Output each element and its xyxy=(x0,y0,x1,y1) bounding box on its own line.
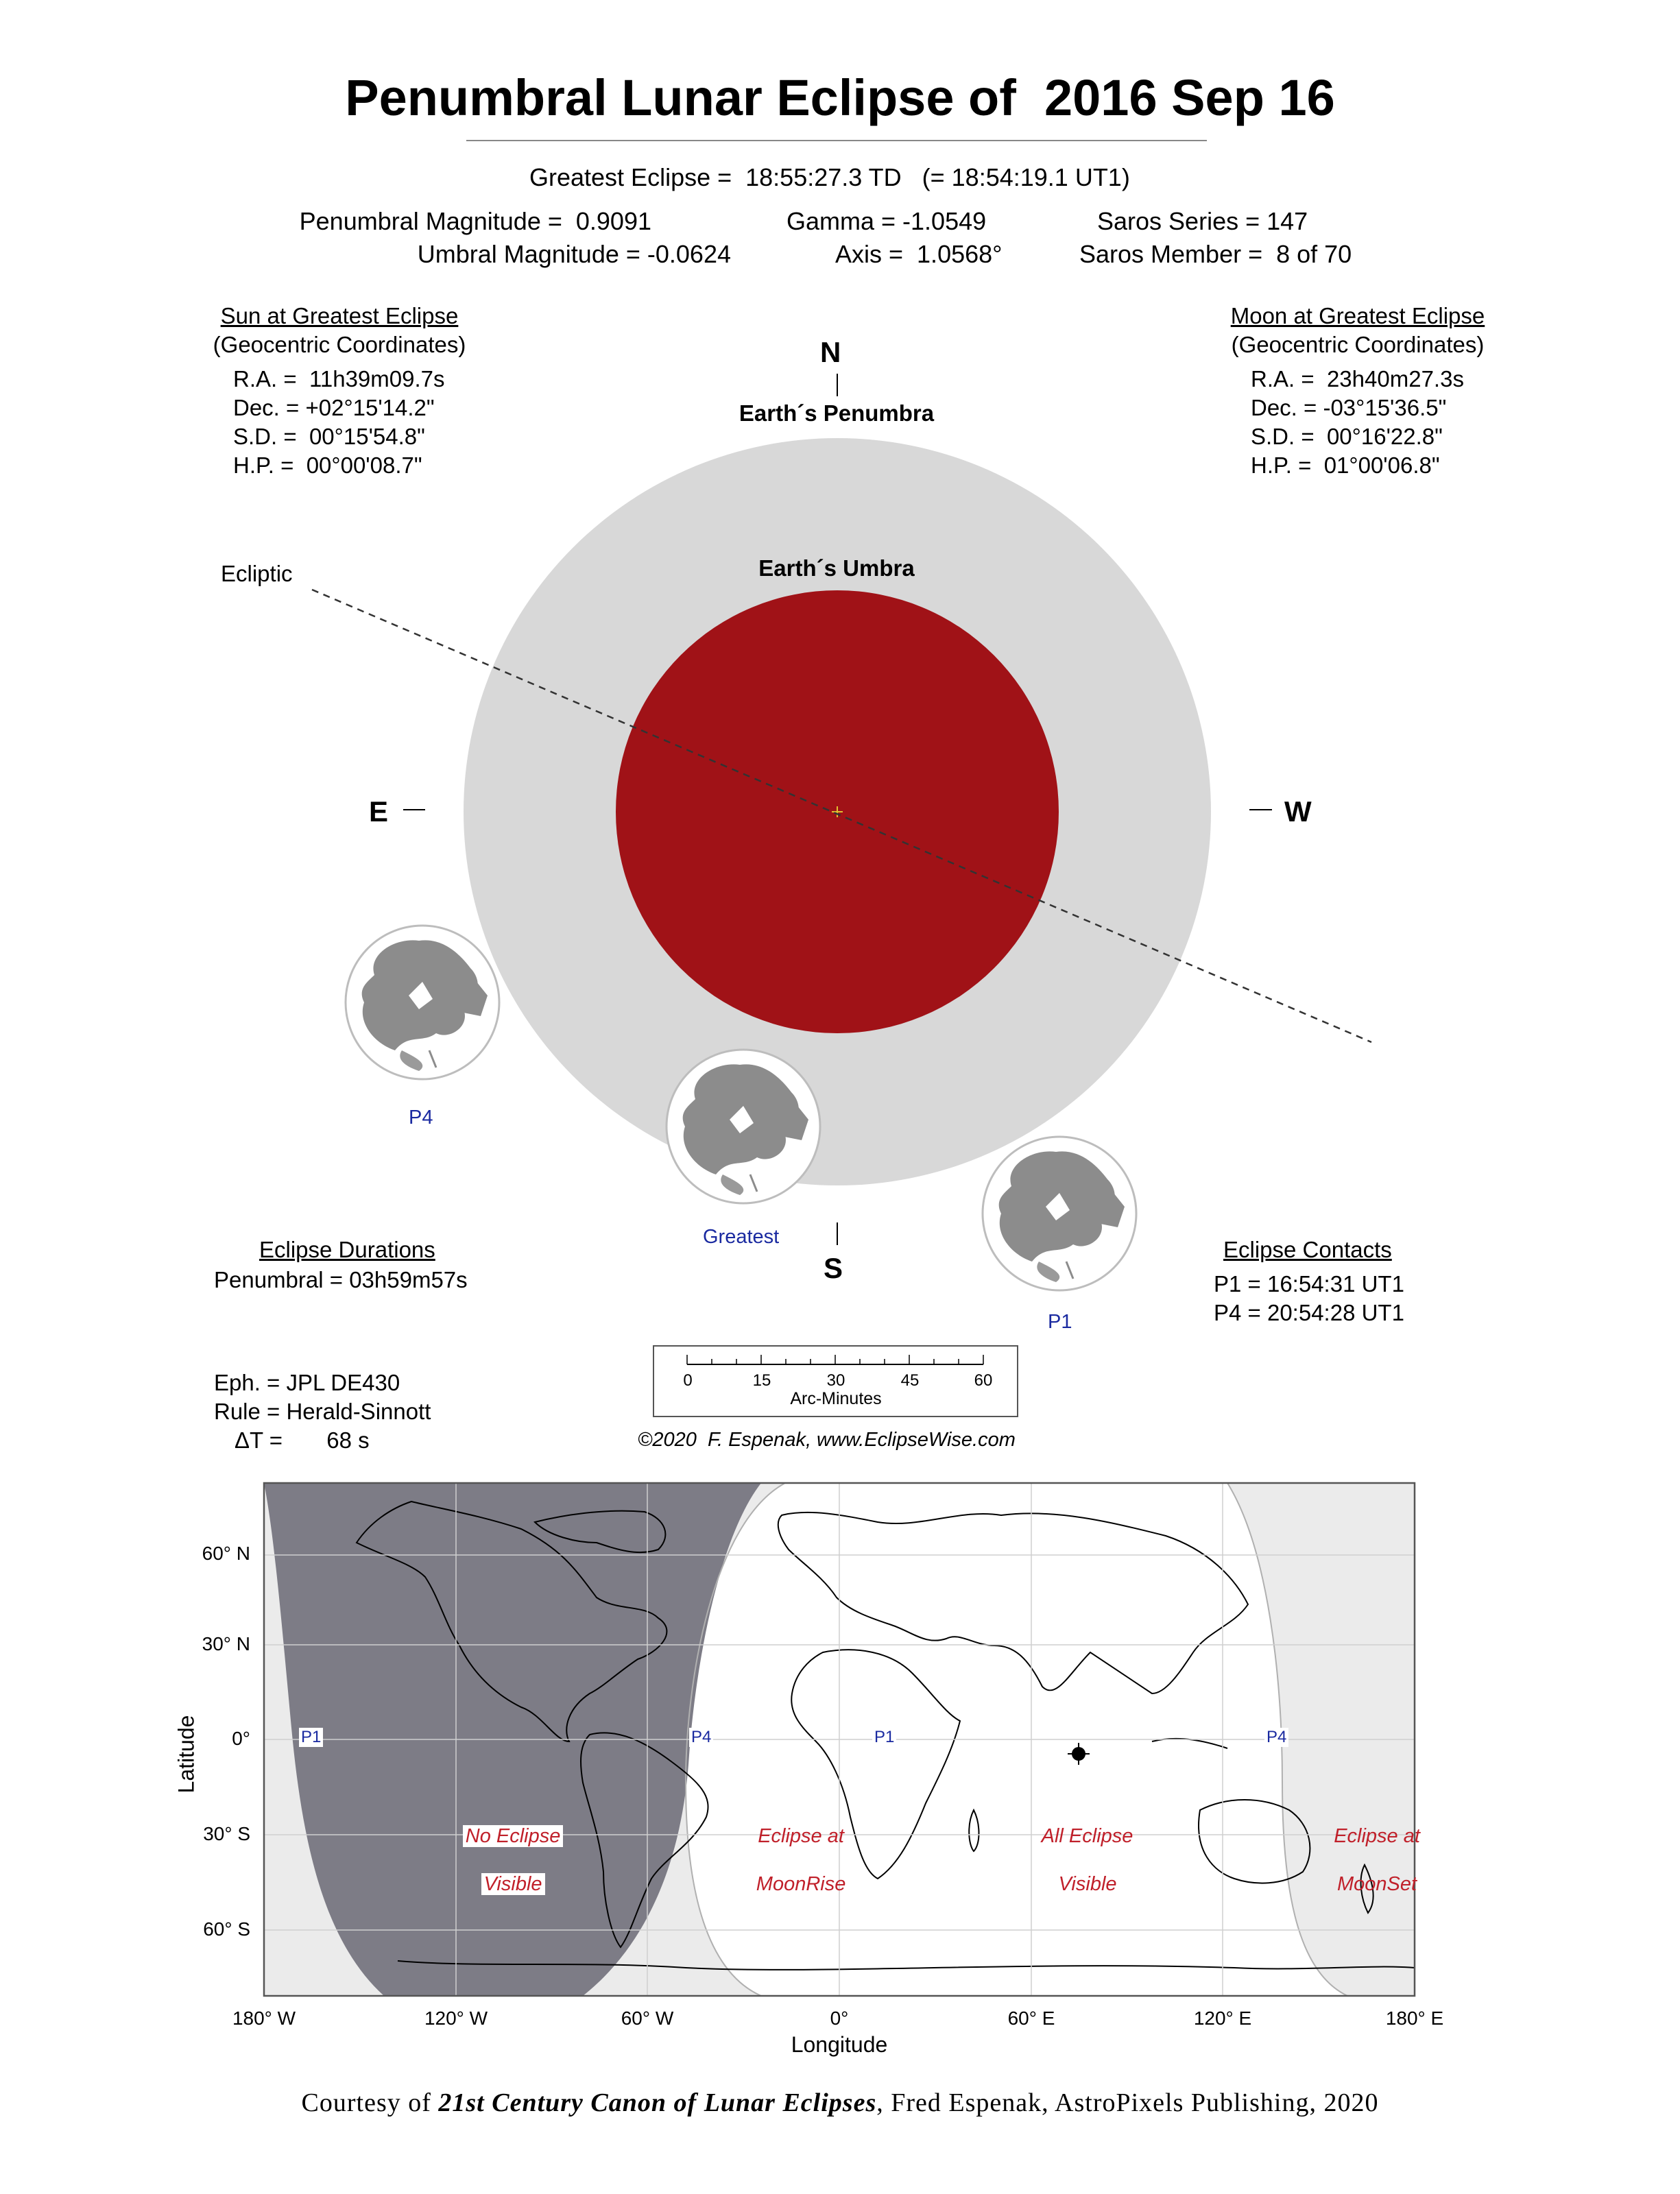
sun-heading: Sun at Greatest Eclipse xyxy=(220,303,459,328)
saros-series: Saros Series = 147 xyxy=(1097,207,1308,235)
map-p4-east-label: P4 xyxy=(1264,1728,1288,1747)
page-title: Penumbral Lunar Eclipse of 2016 Sep 16 xyxy=(345,69,1335,126)
durations-heading: Eclipse Durations xyxy=(259,1237,435,1262)
footer-credit: Courtesy of 21st Century Canon of Lunar Eclipses, Fred Espenak, AstroPixels Publishing, 2020 xyxy=(301,2088,1379,2117)
ecliptic-label: Ecliptic xyxy=(221,561,293,586)
penumbral-magnitude: Penumbral Magnitude = 0.9091 xyxy=(299,207,651,235)
moon-ra: R.A. = 23h40m27.3s xyxy=(1251,366,1464,391)
map-p1-east-label: P1 xyxy=(872,1728,896,1747)
scale-tick-45: 45 xyxy=(900,1371,920,1390)
moon-sd: S.D. = 00°16'22.8" xyxy=(1251,424,1443,449)
scale-tick-0: 0 xyxy=(683,1371,693,1390)
region-moonset: Eclipse at MoonSet xyxy=(1334,1825,1420,1895)
moon-hp: H.P. = 01°00'06.8" xyxy=(1251,453,1440,478)
region-all-eclipse: All Eclipse Visible xyxy=(1041,1825,1133,1895)
region-no-eclipse: No Eclipse Visible xyxy=(439,1800,576,1896)
contact-p4: P4 = 20:54:28 UT1 xyxy=(1214,1300,1404,1325)
scale-tick-60: 60 xyxy=(974,1371,993,1390)
saros-member: Saros Member = 8 of 70 xyxy=(1079,240,1352,268)
lat-30s: 30° S xyxy=(203,1823,250,1844)
moon-dec: Dec. = -03°15'36.5" xyxy=(1251,395,1447,420)
east-label: E xyxy=(369,795,389,828)
scale-tick-15: 15 xyxy=(752,1371,771,1390)
scale-tick-30: 30 xyxy=(826,1371,845,1390)
sun-subheading: (Geocentric Coordinates) xyxy=(213,332,466,357)
gamma-value: Gamma = -1.0549 xyxy=(787,207,987,235)
map-ylabel: Latitude xyxy=(173,1715,199,1794)
lon-180e: 180° E xyxy=(1385,2008,1444,2029)
delta-t: ΔT = 68 s xyxy=(235,1427,370,1453)
west-label: W xyxy=(1284,795,1312,828)
region-moonrise: Eclipse at MoonRise xyxy=(756,1825,846,1895)
lat-0: 0° xyxy=(232,1728,250,1749)
lon-120e: 120° E xyxy=(1193,2008,1252,2029)
p4-moon-label: P4 xyxy=(409,1107,433,1129)
greatest-eclipse-line: Greatest Eclipse = 18:55:27.3 TD (= 18:54:19.1 UT1) xyxy=(529,163,1130,191)
lat-60s: 60° S xyxy=(203,1918,250,1940)
p1-moon-label: P1 xyxy=(1048,1311,1072,1333)
umbral-magnitude: Umbral Magnitude = -0.0624 xyxy=(417,240,731,268)
map-p4-west-label: P4 xyxy=(689,1728,713,1747)
lon-0: 0° xyxy=(830,2008,849,2029)
ephemeris: Eph. = JPL DE430 xyxy=(214,1370,400,1395)
sun-ra: R.A. = 11h39m09.7s xyxy=(233,366,445,391)
contact-p1: P1 = 16:54:31 UT1 xyxy=(1214,1271,1404,1297)
lat-30n: 30° N xyxy=(202,1633,250,1654)
lon-60e: 60° E xyxy=(1007,2008,1055,2029)
lon-60w: 60° W xyxy=(621,2008,674,2029)
sun-dec: Dec. = +02°15'14.2" xyxy=(233,395,435,420)
lon-120w: 120° W xyxy=(424,2008,488,2029)
south-label: S xyxy=(824,1252,843,1284)
contacts-heading: Eclipse Contacts xyxy=(1223,1237,1392,1262)
moon-heading: Moon at Greatest Eclipse xyxy=(1230,303,1485,328)
map-p1-west-label: P1 xyxy=(299,1728,323,1747)
sun-hp: H.P. = 00°00'08.7" xyxy=(233,453,422,478)
penumbral-duration: Penumbral = 03h59m57s xyxy=(214,1267,468,1292)
moon-subheading: (Geocentric Coordinates) xyxy=(1231,332,1485,357)
lat-60n: 60° N xyxy=(202,1543,250,1564)
greatest-moon-label: Greatest xyxy=(703,1226,780,1248)
umbra-label: Earth´s Umbra xyxy=(758,555,915,581)
penumbra-label: Earth´s Penumbra xyxy=(739,400,935,426)
sun-sd: S.D. = 00°15'54.8" xyxy=(233,424,425,449)
delta-t-rule: Rule = Herald-Sinnott xyxy=(214,1399,431,1424)
lon-180w: 180° W xyxy=(232,2008,296,2029)
north-label: N xyxy=(820,336,841,368)
scale-unit-label: Arc-Minutes xyxy=(790,1389,882,1408)
copyright: ©2020 F. Espenak, www.EclipseWise.com xyxy=(638,1429,1016,1451)
map-xlabel: Longitude xyxy=(791,2032,888,2057)
axis-value: Axis = 1.0568° xyxy=(835,240,1003,268)
